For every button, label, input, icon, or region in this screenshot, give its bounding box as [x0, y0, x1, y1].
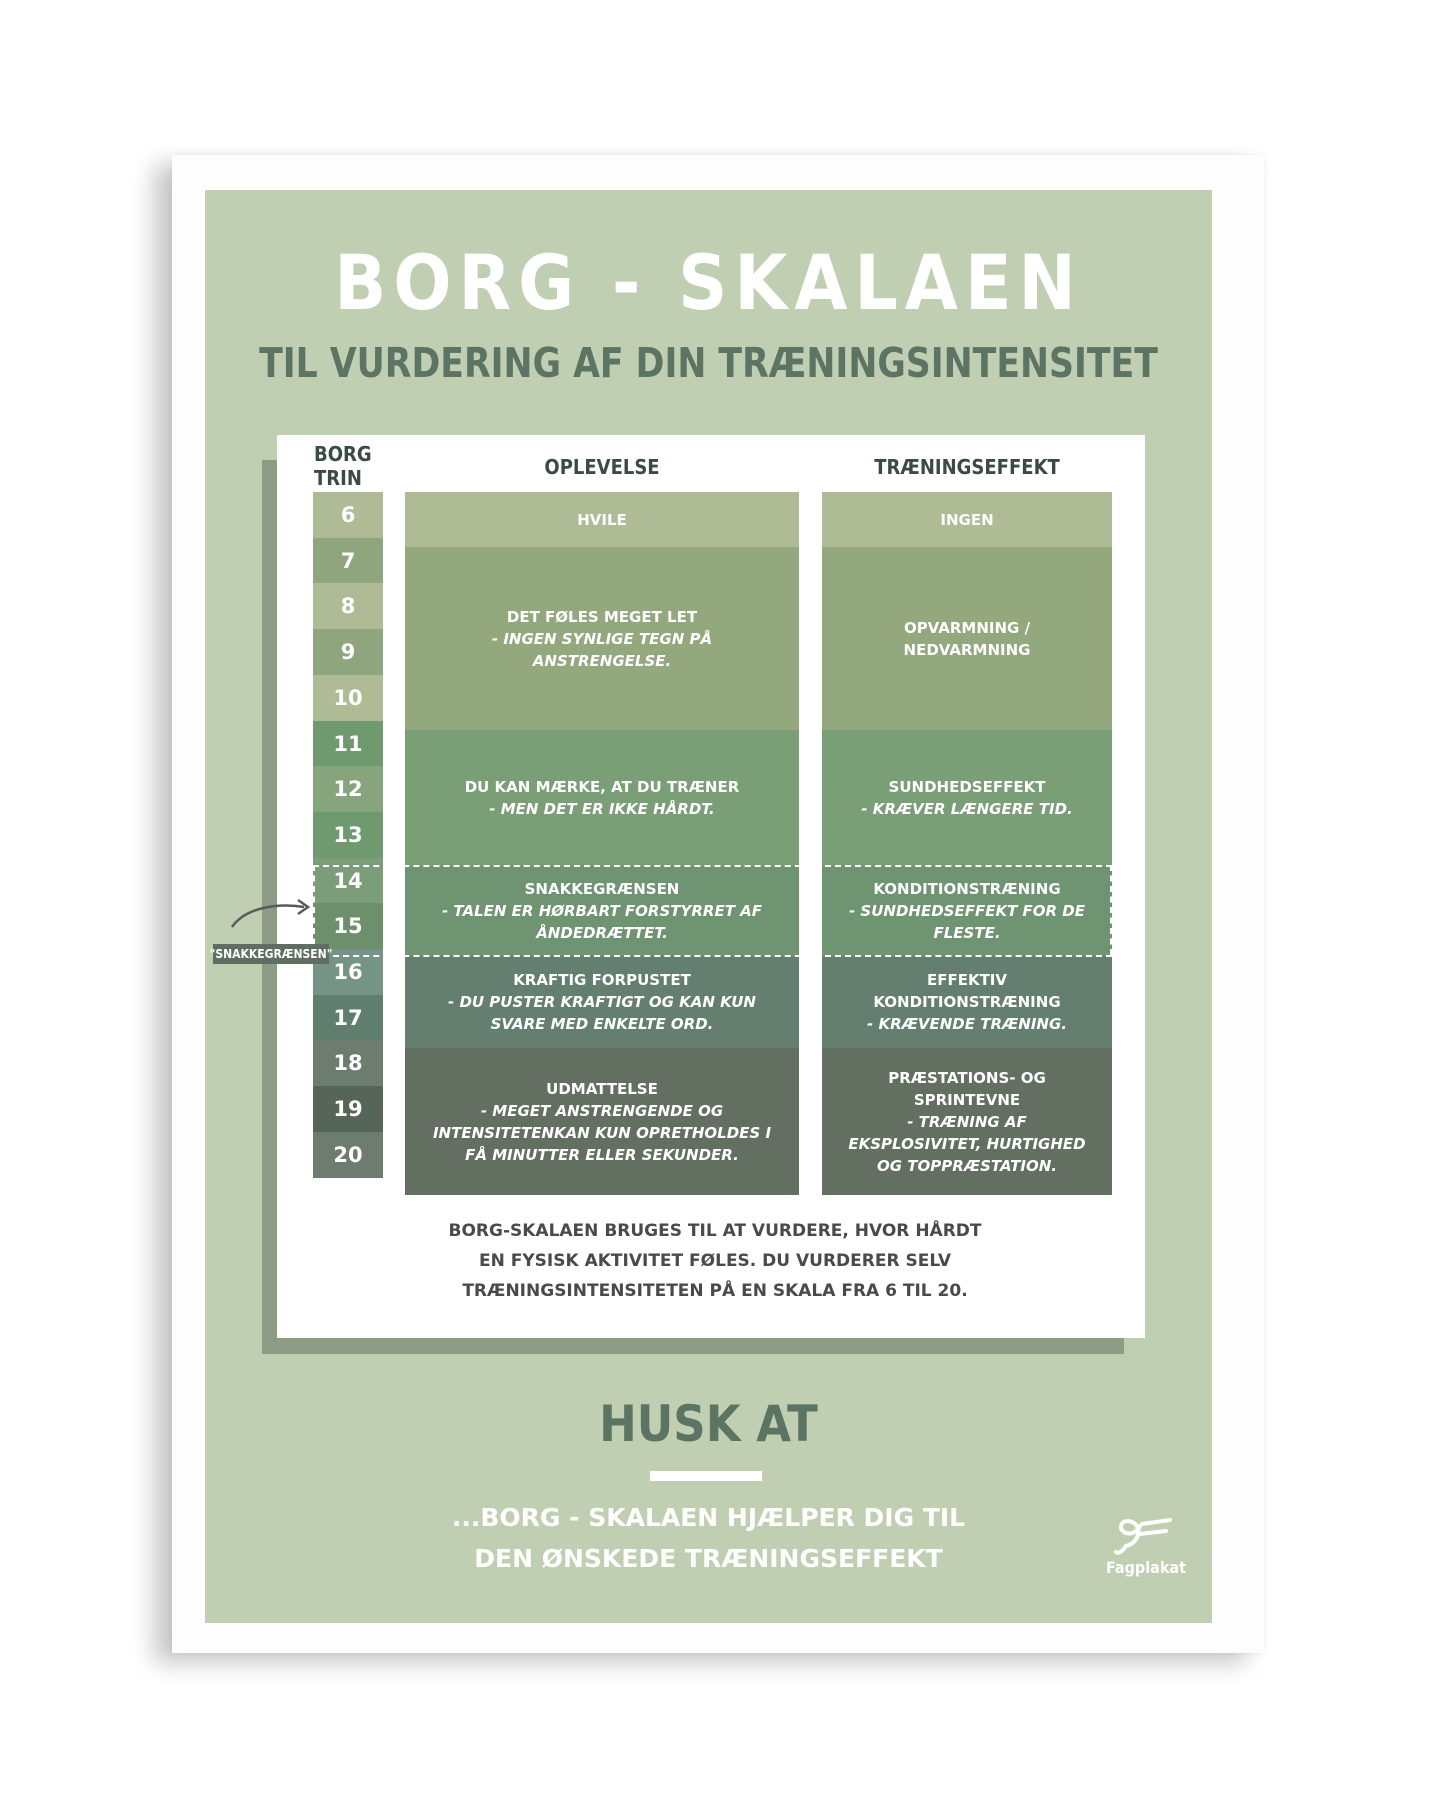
cell-description: - TALEN ER HØRBART FORSTYRRET AF ÅNDEDRÆTTET. — [441, 902, 763, 942]
borg-step-14: 14 — [313, 858, 383, 904]
header-oplevelse: OPLEVELSE — [544, 455, 660, 479]
scale-note: BORG-SKALAEN BRUGES TIL AT VURDERE, HVOR HÅRDT EN FYSISK AKTIVITET FØLES. DU VURDERER SELV TRÆNINGSINTENSITETEN PÅ EN SKALA FRA 6 TIL 20. — [448, 1221, 982, 1301]
divider — [650, 1471, 762, 1481]
cell-heading: SNAKKEGRÆNSEN — [524, 880, 680, 898]
borg-step-17: 17 — [313, 995, 383, 1041]
cell-heading: KRAFTIG FORPUSTET — [513, 971, 691, 989]
arrow-icon — [228, 895, 316, 945]
cell-heading: EFFEKTIV KONDITIONSTRÆNING — [873, 971, 1061, 1011]
footer-line-1: ...BORG - SKALAEN HJÆLPER DIG TIL — [451, 1503, 966, 1532]
oplevelse-cell-1 — [405, 547, 799, 730]
cell-description: - TRÆNING AF EKSPLOSIVITET, HURTIGHED OG TOPPRÆSTATION. — [848, 1112, 1086, 1175]
oplevelse-cell-0 — [405, 492, 799, 547]
oplevelse-cell-5 — [405, 1048, 799, 1195]
header-borg-trin — [314, 442, 384, 490]
header-borg-line1: BORG — [314, 442, 372, 466]
snakke-dash-top — [313, 865, 1112, 867]
borg-step-15: 15 — [313, 903, 383, 949]
borg-step-11: 11 — [313, 721, 383, 767]
cell-heading: SUNDHEDSEFFEKT — [888, 778, 1046, 796]
cell-heading: DET FØLES MEGET LET — [506, 607, 698, 626]
cell-description: - DU PUSTER KRAFTIGT OG KAN KUN SVARE MED ENKELTE ORD. — [448, 993, 756, 1033]
effekt-cell-1 — [822, 547, 1112, 730]
cell-heading: UDMATTELSE — [546, 1079, 658, 1098]
borg-step-6: 6 — [313, 492, 383, 538]
cell-heading: DU KAN MÆRKE, AT DU TRÆNER — [464, 778, 740, 796]
husk-at-heading: HUSK AT — [599, 1395, 818, 1453]
borg-step-18: 18 — [313, 1040, 383, 1086]
header-traeningseffekt: TRÆNINGSEFFEKT — [874, 455, 1060, 479]
cell-heading: PRÆSTATIONS- OG SPRINTEVNE — [888, 1068, 1046, 1109]
effekt-cell-5 — [822, 1048, 1112, 1195]
cell-heading: HVILE — [577, 510, 627, 529]
borg-step-8: 8 — [313, 583, 383, 629]
cell-description: - MEN DET ER IKKE HÅRDT. — [489, 800, 715, 818]
oplevelse-cell-4 — [405, 956, 799, 1048]
cell-description: - KRÆVER LÆNGERE TID. — [861, 800, 1073, 818]
snakke-dash-right — [1110, 865, 1112, 955]
effekt-cell-4 — [822, 956, 1112, 1048]
footer-line-2: DEN ØNSKEDE TRÆNINGSEFFEKT — [474, 1544, 943, 1573]
cell-description: - SUNDHEDSEFFEKT FOR DE FLESTE. — [848, 902, 1086, 942]
effekt-cell-0 — [822, 492, 1112, 547]
borg-step-20: 20 — [313, 1132, 383, 1178]
borg-step-7: 7 — [313, 538, 383, 584]
cell-description: - INGEN SYNLIGE TEGN PÅ ANSTRENGELSE. — [491, 629, 713, 670]
snakkegraensen-label: "SNAKKEGRÆNSEN" — [213, 944, 329, 964]
fagplakat-logo — [1106, 1512, 1187, 1588]
fagplakat-logo-icon — [1112, 1512, 1174, 1558]
fagplakat-logo-text: Fagplakat — [1106, 1558, 1187, 1577]
cell-heading: INGEN — [940, 510, 994, 529]
cell-description: - KRÆVENDE TRÆNING. — [867, 1015, 1067, 1033]
oplevelse-cell-2 — [405, 730, 799, 866]
poster-subtitle: TIL VURDERING AF DIN TRÆNINGSINTENSITET — [259, 339, 1158, 387]
borg-step-16: 16 — [313, 949, 383, 995]
borg-step-19: 19 — [313, 1086, 383, 1132]
borg-step-13: 13 — [313, 812, 383, 858]
oplevelse-cell-3 — [405, 866, 799, 956]
borg-step-10: 10 — [313, 675, 383, 721]
snakke-dash-bottom — [313, 955, 1112, 957]
borg-step-9: 9 — [313, 629, 383, 675]
effekt-cell-3 — [822, 866, 1112, 956]
header-borg-line2: TRIN — [314, 466, 362, 490]
footer-text — [205, 1497, 1212, 1579]
cell-heading: KONDITIONSTRÆNING — [873, 880, 1061, 898]
effekt-cell-2 — [822, 730, 1112, 866]
cell-description: - MEGET ANSTRENGENDE OG INTENSITETENKAN KUN OPRETHOLDES I FÅ MINUTTER ELLER SEKUNDER. — [432, 1101, 772, 1164]
borg-step-12: 12 — [313, 766, 383, 812]
cell-heading: OPVARMNING / NEDVARMNING — [903, 618, 1031, 659]
poster-title: BORG - SKALAEN — [334, 238, 1083, 327]
